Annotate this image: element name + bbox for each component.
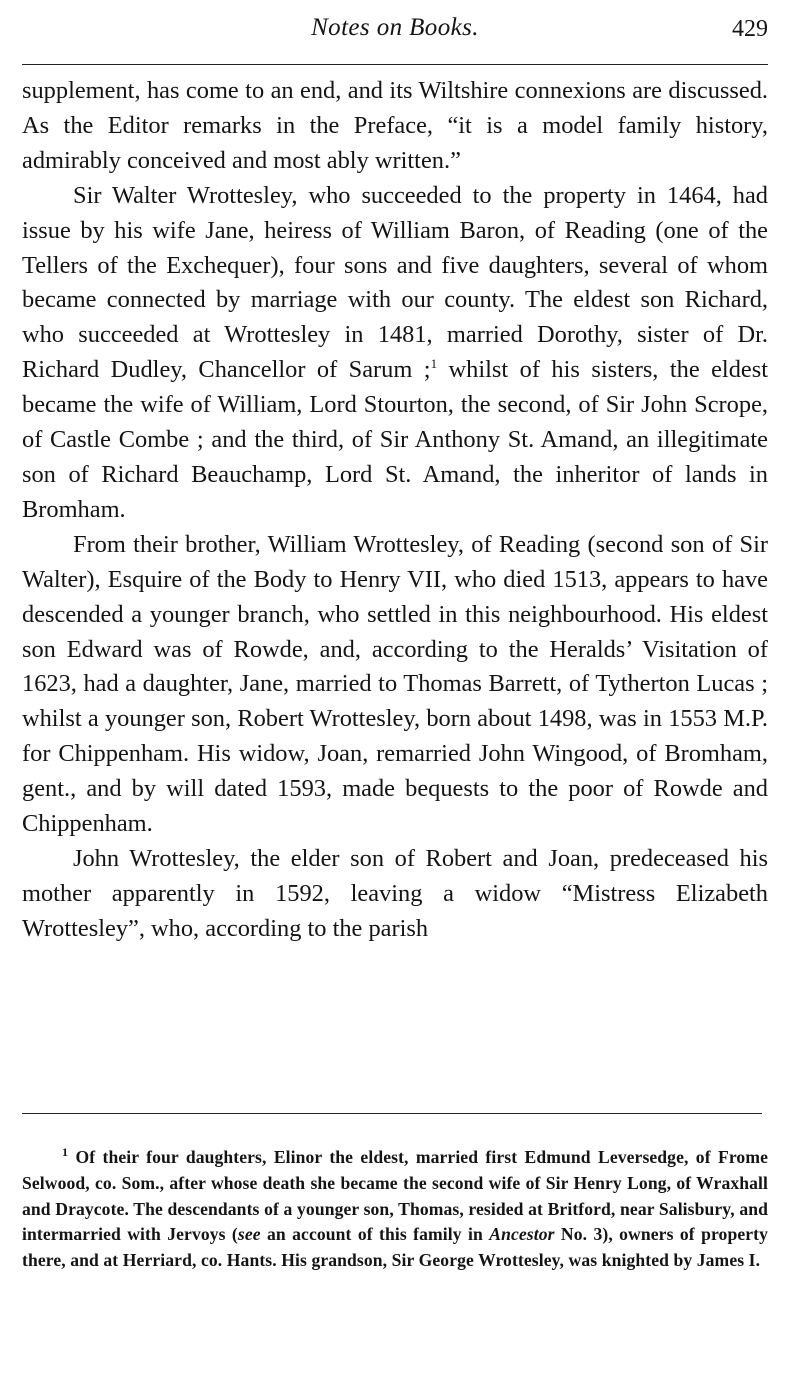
footnote-see: see <box>237 1224 261 1245</box>
footnote-text-a: Of their four daughters, Elinor the eldest, married first Edmund Leversedge, of Frome Selwood, co. Som., after whose death she became the second wife of Sir Henry Long, of Wraxhall and Draycote. The descendants of a younger son, Thomas, resided at Britford, near Salisbury, and intermarried with Jervoys ( <box>22 1147 768 1245</box>
footnote-ancestor-title: Ancestor <box>489 1224 555 1245</box>
footnote-text-c: No. 3), owners of property there, and at Herriard, co. Hants. His grandson, Sir George Wrottesley, was knighted by James I. <box>22 1224 768 1271</box>
footnote-paragraph <box>22 1145 768 1274</box>
paragraph-1: supplement, has come to an end, and its Wiltshire connexions are discussed. As the Editor remarks in the Preface, “it is a model family history, admirably conceived and most ably written.” <box>22 77 768 174</box>
footnote-text-b: an account of this family in <box>260 1224 490 1245</box>
paragraph-2-text-a: Sir Walter Wrottesley, who succeeded to the property in 1464, had issue by his wife Jane, heiress of William Baron, of Reading (one of the Tellers of the Exchequer), four sons and five daughters, several of whom became connected by marriage with our county. The eldest son Richard, who succeeded at Wrottesley in 1481, married Dorothy, sister of Dr. Richard Dudley, Chancellor of Sarum ; <box>22 181 768 384</box>
footnote-rule <box>22 1113 762 1114</box>
body-text <box>22 74 768 947</box>
footnote-mark: 1 <box>62 1145 69 1160</box>
footnote <box>22 1145 768 1274</box>
paragraph-4: John Wrottesley, the elder son of Robert and Joan, predeceased his mother apparently in 1592, leaving a widow “Mistress Elizabeth Wrottesley”, who, according to the parish <box>22 844 768 942</box>
paragraph-2 <box>22 179 768 528</box>
paragraph-2-text-b: whilst of his sisters, the eldest became the wife of William, Lord Stourton, the second, of Sir John Scrope, of Castle Combe ; and the third, of Sir Anthony St. Amand, an illegitimate son of Richard Beauchamp, Lord St. Amand, the inheritor of lands in Bromham. <box>22 356 769 523</box>
header-rule <box>22 64 768 65</box>
running-title: Notes on Books. <box>311 14 479 41</box>
page-header <box>22 14 768 54</box>
page-number: 429 <box>732 16 768 42</box>
footnote-reference: 1 <box>430 356 438 372</box>
paragraph-3: From their brother, William Wrottesley, of Reading (second son of Sir Walter), Esquire of the Body to Henry VII, who died 1513, appears to have descended a younger branch, who settled in this neighbourhood. His eldest son Edward was of Rowde, and, according to the Heralds’ Visitation of 1623, had a daughter, Jane, married to Thomas Barrett, of Tytherton Lucas ; whilst a younger son, Robert Wrottesley, born about 1498, was in 1553 M.P. for Chippenham. His widow, Joan, remarried John Wingood, of Bromham, gent., and by will dated 1593, made bequests to the poor of Rowde and Chippenham. <box>22 530 768 838</box>
